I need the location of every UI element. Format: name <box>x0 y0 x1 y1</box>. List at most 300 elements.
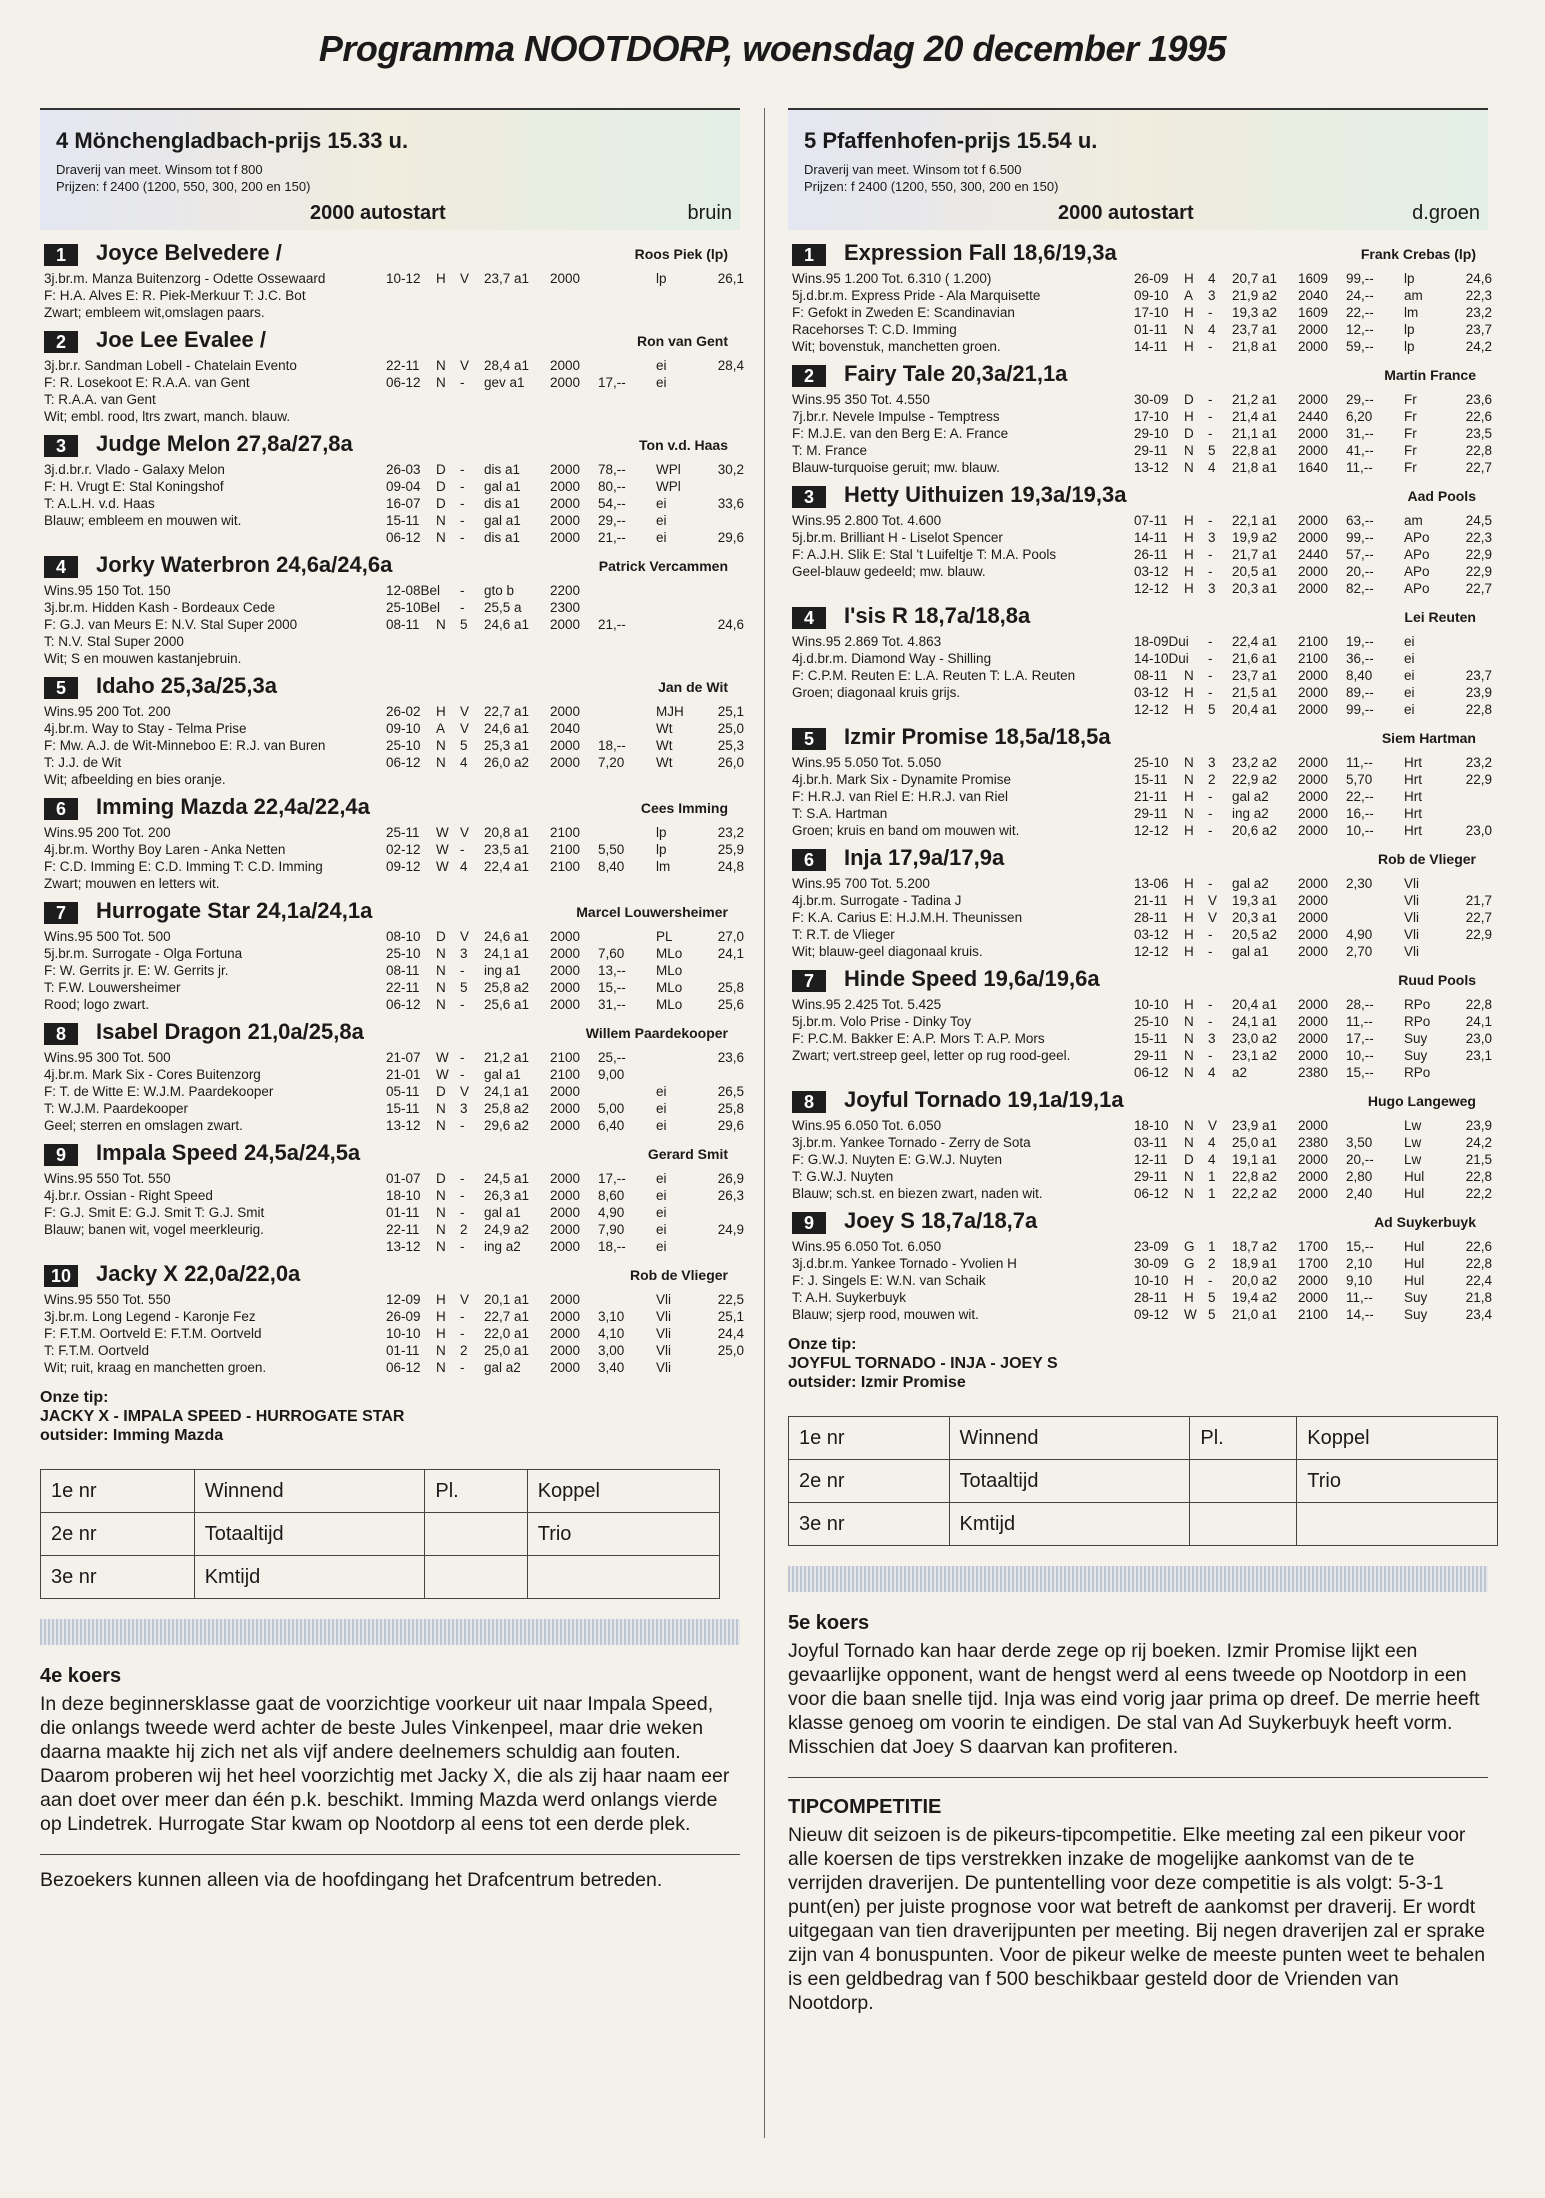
horse-entry <box>788 966 1492 1081</box>
record-row <box>788 754 1492 771</box>
record-cell-st: - <box>460 583 465 598</box>
record-cell-st: - <box>1208 1273 1213 1288</box>
record-cell-d: 07-11 <box>1134 513 1168 528</box>
record-cell-ko: 26,3 <box>717 1188 744 1203</box>
record-cell-rm: lp <box>656 271 667 286</box>
horse-entry <box>40 552 744 667</box>
driver-name: Jan de Wit <box>658 679 728 695</box>
record-cell-tr: N <box>1184 443 1194 458</box>
record-cell-pr: 57,-- <box>1346 547 1374 562</box>
record-cell-rm: Vli <box>656 1292 672 1307</box>
record-row <box>40 1170 744 1187</box>
record-row <box>788 1134 1492 1151</box>
record-cell-di: 2000 <box>1298 1014 1329 1029</box>
record-cell-l: Rood; logo zwart. <box>44 997 150 1012</box>
record-cell-l: T: R.T. de Vlieger <box>792 927 895 942</box>
record-cell-tr: H <box>436 704 446 719</box>
record-cell-di: 2000 <box>1298 772 1329 787</box>
horse-header <box>40 327 740 357</box>
record-cell-ko: 29,6 <box>717 530 744 545</box>
form-cell[interactable]: 3e nr <box>41 1556 195 1599</box>
record-cell-pr: 17,-- <box>1346 1031 1374 1046</box>
horse-name: Izmir Promise 18,5a/18,5a <box>844 724 1111 749</box>
record-cell-l: T: F.W. Louwersheimer <box>44 980 181 995</box>
record-cell-st: - <box>1208 1014 1213 1029</box>
right-column <box>788 108 1492 2015</box>
record-row <box>40 582 740 599</box>
record-row <box>40 754 744 771</box>
record-cell-di: 2000 <box>550 1205 581 1220</box>
record-cell-tm: 25,8 a2 <box>484 1101 530 1116</box>
record-cell-di: 2000 <box>1298 1048 1329 1063</box>
record-cell-st: - <box>460 1360 465 1375</box>
record-cell-rm: Lw <box>1404 1118 1422 1133</box>
record-cell-rm: ei <box>656 1222 667 1237</box>
record-cell-di: 2100 <box>550 1050 581 1065</box>
record-cell-l: Blauw; banen wit, vogel meerkleurig. <box>44 1222 264 1237</box>
record-cell-tm: 19,4 a2 <box>1232 1290 1278 1305</box>
record-cell-pr: 11,-- <box>1346 755 1373 770</box>
record-cell-l: Blauw; embleem en mouwen wit. <box>44 513 242 528</box>
horse-header <box>788 361 1488 391</box>
record-cell-l: 3j.d.br.r. Vlado - Galaxy Melon <box>44 462 225 477</box>
record-cell-tm: 21,7 a1 <box>1232 547 1278 562</box>
record-row <box>40 304 740 321</box>
record-cell-di: 2000 <box>550 1118 581 1133</box>
bet-form <box>788 1416 1498 1546</box>
record-cell-pr: 2,40 <box>1346 1186 1373 1201</box>
record-cell-ko: 25,9 <box>717 842 744 857</box>
record-cell-l: F: H.A. Alves E: R. Piek-Merkuur T: J.C. Bot <box>44 288 306 303</box>
record-cell-di: 2040 <box>1298 288 1329 303</box>
driver-name: Hugo Langeweg <box>1367 1093 1476 1109</box>
record-row <box>40 720 744 737</box>
record-cell-ko: 22,8 <box>1465 702 1492 717</box>
koers-heading: 5e koers <box>788 1612 870 1634</box>
record-cell-tm: gal a1 <box>484 513 521 528</box>
record-cell-d: 09-10 <box>1134 288 1169 303</box>
record-cell-tm: 22,1 a1 <box>1232 513 1278 528</box>
record-cell-pr: 3,10 <box>598 1309 625 1324</box>
driver-name: Ad Suykerbuyk <box>1374 1214 1476 1230</box>
record-row <box>40 1204 740 1221</box>
record-cell-d: 15-11 <box>1134 772 1168 787</box>
tip-label: Onze tip: <box>40 1389 109 1406</box>
record-row <box>40 737 744 754</box>
horse-header <box>40 1019 740 1049</box>
horse-entry <box>788 361 1492 476</box>
horse-entry <box>40 327 744 425</box>
record-cell-tr: N <box>436 513 446 528</box>
record-cell-tm: 23,7 a1 <box>1232 668 1278 683</box>
record-cell-l: T: M. France <box>792 443 868 458</box>
start-number: 3 <box>792 486 826 508</box>
record-cell-rm: Fr <box>1404 443 1417 458</box>
horse-name: Judge Melon 27,8a/27,8a <box>96 431 353 456</box>
record-cell-tm: 20,6 a2 <box>1232 823 1278 838</box>
form-cell[interactable]: 1e nr <box>41 1470 195 1513</box>
record-cell-d: 12-12 <box>1134 823 1169 838</box>
record-cell-st: V <box>460 358 470 373</box>
record-cell-tm: 23,0 a2 <box>1232 1031 1278 1046</box>
record-cell-di: 2100 <box>1298 634 1329 649</box>
record-cell-d: 29-11 <box>1134 443 1168 458</box>
record-cell-pr: 5,00 <box>598 1101 625 1116</box>
driver-name: Rob de Vlieger <box>1377 851 1476 867</box>
record-cell-ko: 22,9 <box>1465 547 1492 562</box>
record-cell-tm: 21,6 a1 <box>1232 651 1278 666</box>
horse-header <box>40 898 740 928</box>
record-cell-st: 5 <box>460 980 468 995</box>
record-cell-d: 21-07 <box>386 1050 421 1065</box>
record-cell-ko: 22,9 <box>1465 927 1492 942</box>
record-cell-l: Geel; sterren en omslagen zwart. <box>44 1118 243 1133</box>
record-cell-tm: 25,0 a1 <box>1232 1135 1278 1150</box>
record-cell-l: Wins.95 200 Tot. 200 <box>44 704 171 719</box>
record-cell-l: Zwart; mouwen en letters wit. <box>44 876 220 891</box>
horse-record-rows <box>788 996 1492 1081</box>
record-cell-ko: 23,0 <box>1465 823 1492 838</box>
record-cell-rm: APo <box>1404 547 1430 562</box>
record-cell-d: 13-12 <box>386 1239 421 1254</box>
record-cell-rm: Wt <box>656 738 673 753</box>
record-cell-l: F: Gefokt in Zweden E: Scandinavian <box>792 305 1015 320</box>
record-cell-rm: Suy <box>1404 1031 1428 1046</box>
record-row <box>40 408 740 425</box>
record-cell-di: 2000 <box>1298 997 1329 1012</box>
horse-entry <box>788 1087 1492 1202</box>
record-cell-pr: 6,40 <box>598 1118 625 1133</box>
record-cell-ko: 22,5 <box>717 1292 744 1307</box>
form-cell[interactable]: Trio <box>1297 1460 1498 1503</box>
record-cell-tm: 20,4 a1 <box>1232 702 1278 717</box>
record-cell-pr: 6,20 <box>1346 409 1373 424</box>
record-cell-di: 1700 <box>1298 1256 1329 1271</box>
record-cell-tm: 20,7 a1 <box>1232 271 1278 286</box>
record-cell-d: 26-11 <box>1134 547 1168 562</box>
record-cell-pr: 18,-- <box>598 1239 626 1254</box>
record-cell-di: 2100 <box>550 842 581 857</box>
record-cell-l: 3j.br.m. Manza Buitenzorg - Odette Ossewaard <box>44 271 326 286</box>
record-cell-l: 4j.br.m. Mark Six - Cores Buitenzorg <box>44 1067 261 1082</box>
record-cell-di: 2000 <box>550 980 581 995</box>
form-cell[interactable]: Koppel <box>1297 1417 1498 1460</box>
record-row <box>788 1151 1492 1168</box>
record-cell-tr: N <box>1184 460 1194 475</box>
horse-header <box>788 603 1488 633</box>
record-row <box>788 822 1492 839</box>
horse-record-rows <box>40 1170 744 1255</box>
record-cell-l: Wins.95 2.425 Tot. 5.425 <box>792 997 942 1012</box>
record-cell-ko: 22,7 <box>1465 910 1492 925</box>
record-cell-st: - <box>460 1326 465 1341</box>
record-cell-d: 17-10 <box>1134 305 1169 320</box>
record-cell-tr: D <box>1184 392 1194 407</box>
horse-name: Fairy Tale 20,3a/21,1a <box>844 361 1068 386</box>
tip-picks: JOYFUL TORNADO - INJA - JOEY S <box>788 1355 1058 1372</box>
koers-text: Joyful Tornado kan haar derde zege op rij boeken. Izmir Promise lijkt een gevaarlijke opponent, want de hengst werd al eens tweede op Nootdorp in een voor die baan snelle tijd. Inja was eind vorig jaar prima op dreef. De merrie heeft klasse genoeg om voorin te eindigen. De stal van Ad Suykerbuyk heeft vorm. Misschien dat Joey S daarvan kan profiteren. <box>788 1640 1480 1758</box>
record-cell-tr: N <box>436 530 446 545</box>
divider <box>40 1854 740 1855</box>
record-cell-pr: 10,-- <box>1346 823 1374 838</box>
record-cell-st: 3 <box>1208 530 1216 545</box>
record-cell-rm: ei <box>656 1205 667 1220</box>
horse-name: Impala Speed 24,5a/24,5a <box>96 1140 361 1165</box>
record-cell-rm: Vli <box>1404 893 1420 908</box>
record-cell-tm: 23,1 a2 <box>1232 1048 1278 1063</box>
record-row <box>788 512 1492 529</box>
form-cell[interactable] <box>1190 1503 1297 1546</box>
record-cell-l: 4j.br.h. Mark Six - Dynamite Promise <box>792 772 1012 787</box>
record-cell-d: 01-11 <box>386 1205 420 1220</box>
record-row <box>788 321 1492 338</box>
record-cell-pr: 3,00 <box>598 1343 625 1358</box>
form-cell[interactable]: 2e nr <box>789 1460 950 1503</box>
race-conditions: Draverij van meet. Winsom tot f 6.500 <box>804 162 1022 177</box>
record-cell-tr: N <box>1184 1169 1194 1184</box>
record-cell-st: V <box>1208 1118 1218 1133</box>
record-cell-tr: N <box>436 1118 446 1133</box>
record-cell-tr: A <box>436 721 446 736</box>
record-cell-l: T: F.T.M. Oortveld <box>44 1343 150 1358</box>
start-number: 2 <box>792 365 826 387</box>
record-cell-ko: 22,8 <box>1465 443 1492 458</box>
record-cell-d: 13-06 <box>1134 876 1169 891</box>
form-cell[interactable] <box>527 1556 719 1599</box>
record-cell-l: Blauw; sjerp rood, mouwen wit. <box>792 1307 979 1322</box>
record-cell-tr: N <box>436 1239 446 1254</box>
record-cell-pr: 13,-- <box>598 963 626 978</box>
record-cell-rm: ei <box>656 375 667 390</box>
record-cell-tm: 25,3 a1 <box>484 738 530 753</box>
horse-name: Joe Lee Evalee / <box>96 327 266 352</box>
record-row <box>40 1238 740 1255</box>
record-cell-ko: 33,6 <box>717 496 744 511</box>
record-cell-tm: 25,0 a1 <box>484 1343 530 1358</box>
record-cell-di: 1609 <box>1298 271 1329 286</box>
record-cell-l: Wins.95 6.050 Tot. 6.050 <box>792 1239 942 1254</box>
record-cell-st: - <box>1208 823 1213 838</box>
record-cell-pr: 4,90 <box>1346 927 1373 942</box>
record-cell-d: 15-11 <box>386 513 420 528</box>
record-cell-ko: 22,7 <box>1465 581 1492 596</box>
start-number: 7 <box>44 902 78 924</box>
record-cell-l: 5j.d.br.m. Express Pride - Ala Marquisette <box>792 288 1041 303</box>
record-cell-tr: H <box>1184 547 1194 562</box>
record-cell-l: F: H. Vrugt E: Stal Koningshof <box>44 479 224 494</box>
record-row <box>40 1117 744 1134</box>
form-cell[interactable] <box>425 1556 527 1599</box>
record-cell-l: Blauw-turquoise geruit; mw. blauw. <box>792 460 1000 475</box>
record-row <box>40 1187 744 1204</box>
record-cell-l: F: C.D. Imming E: C.D. Imming T: C.D. Imming <box>44 859 323 874</box>
record-cell-ko: 24,8 <box>717 859 744 874</box>
record-cell-tm: 21,8 a1 <box>1232 460 1278 475</box>
record-cell-rm: RPo <box>1404 1014 1431 1029</box>
record-cell-tm: 25,8 a2 <box>484 980 530 995</box>
record-cell-rm: lp <box>1404 339 1415 354</box>
race-title: 5 Pfaffenhofen-prijs 15.54 u. <box>804 128 1098 153</box>
record-cell-ko: 24,2 <box>1465 339 1492 354</box>
tip-block <box>788 1335 1488 1392</box>
record-cell-tr: H <box>1184 702 1194 717</box>
record-cell-di: 2100 <box>550 825 581 840</box>
record-cell-pr: 78,-- <box>598 462 626 477</box>
record-cell-rm: Hrt <box>1404 823 1422 838</box>
record-cell-d: 06-12 <box>386 997 421 1012</box>
form-cell[interactable]: Kmtijd <box>194 1556 425 1599</box>
record-row <box>788 996 1492 1013</box>
record-row <box>788 771 1492 788</box>
record-cell-di: 2000 <box>1298 1273 1329 1288</box>
record-cell-pr: 8,40 <box>598 859 625 874</box>
record-cell-rm: Vli <box>1404 910 1420 925</box>
record-cell-ko: 25,0 <box>717 721 744 736</box>
record-cell-l: F: W. Gerrits jr. E: W. Gerrits jr. <box>44 963 229 978</box>
form-cell[interactable]: Winnend <box>949 1417 1190 1460</box>
form-cell[interactable]: Totaaltijd <box>949 1460 1190 1503</box>
record-cell-ko: 23,7 <box>1465 322 1492 337</box>
record-cell-l: Wit; afbeelding en bies oranje. <box>44 772 226 787</box>
record-cell-tr: N <box>436 1188 446 1203</box>
form-cell[interactable]: 3e nr <box>789 1503 950 1546</box>
record-cell-l: F: C.P.M. Reuten E: L.A. Reuten T: L.A. Reuten <box>792 668 1076 683</box>
horse-header <box>788 482 1488 512</box>
record-cell-rm: APo <box>1404 581 1430 596</box>
horse-record-rows <box>40 461 744 546</box>
form-cell[interactable]: Pl. <box>425 1470 527 1513</box>
record-cell-tm: 20,4 a1 <box>1232 997 1278 1012</box>
record-cell-tr: N <box>436 738 446 753</box>
record-cell-rm: Hul <box>1404 1186 1425 1201</box>
horse-name: Hinde Speed 19,6a/19,6a <box>844 966 1100 991</box>
record-cell-st: - <box>1208 927 1213 942</box>
start-number: 1 <box>44 244 78 266</box>
record-cell-pr: 19,-- <box>1346 634 1374 649</box>
record-cell-ko: 23,4 <box>1465 1307 1492 1322</box>
form-cell[interactable]: 1e nr <box>789 1417 950 1460</box>
record-row <box>788 546 1492 563</box>
record-row <box>788 425 1492 442</box>
horse-entry <box>788 724 1492 839</box>
record-cell-l: F: R. Losekoot E: R.A.A. van Gent <box>44 375 250 390</box>
record-cell-ko: 24,4 <box>717 1326 744 1341</box>
record-cell-ko: 23,6 <box>1465 392 1492 407</box>
horse-entry <box>40 1019 744 1134</box>
horse-record-rows <box>788 512 1492 597</box>
record-cell-d: 26-09 <box>1134 271 1169 286</box>
record-row <box>40 374 740 391</box>
record-cell-rm: lm <box>656 859 671 874</box>
record-cell-d: 14-11 <box>1134 530 1168 545</box>
record-cell-pr: 10,-- <box>1346 1048 1374 1063</box>
horse-entry <box>788 1208 1492 1323</box>
record-cell-tm: 26,3 a1 <box>484 1188 530 1203</box>
form-cell[interactable]: Totaaltijd <box>194 1513 425 1556</box>
form-cell[interactable]: 2e nr <box>41 1513 195 1556</box>
record-cell-tm: 20,3 a1 <box>1232 581 1278 596</box>
record-cell-d: 15-11 <box>1134 1031 1168 1046</box>
record-cell-ko: 25,1 <box>717 704 744 719</box>
form-cell[interactable]: Trio <box>527 1513 719 1556</box>
record-cell-pr: 20,-- <box>1346 1152 1374 1167</box>
record-cell-pr: 31,-- <box>598 997 626 1012</box>
record-cell-d: 14-11 <box>1134 339 1168 354</box>
record-cell-d: 22-11 <box>386 358 420 373</box>
record-cell-d: 29-11 <box>1134 1048 1168 1063</box>
record-cell-l: 7j.br.r. Nevele Impulse - Temptress <box>792 409 1000 424</box>
record-cell-pr: 3,40 <box>598 1360 625 1375</box>
record-cell-tr: H <box>436 1292 446 1307</box>
record-row <box>40 1221 744 1238</box>
record-cell-tr: H <box>436 1309 446 1324</box>
record-cell-l: Wins.95 300 Tot. 500 <box>44 1050 171 1065</box>
record-row <box>40 357 744 374</box>
form-cell[interactable] <box>1190 1460 1297 1503</box>
record-cell-tr: N <box>436 980 446 995</box>
form-cell[interactable]: Pl. <box>1190 1417 1297 1460</box>
record-cell-di: 2000 <box>1298 702 1329 717</box>
tip-outsider: outsider: Izmir Promise <box>788 1374 966 1391</box>
record-cell-tm: 21,8 a1 <box>1232 339 1278 354</box>
driver-name: Aad Pools <box>1407 488 1476 504</box>
record-cell-tr: H <box>1184 581 1194 596</box>
form-cell[interactable]: Winnend <box>194 1470 425 1513</box>
record-cell-st: 3 <box>1208 581 1216 596</box>
record-row <box>40 512 740 529</box>
record-row <box>788 1272 1492 1289</box>
record-row <box>788 1238 1492 1255</box>
record-cell-rm: Hul <box>1404 1256 1425 1271</box>
record-cell-rm: ei <box>656 513 667 528</box>
record-cell-l: 5j.br.m. Surrogate - Olga Fortuna <box>44 946 243 961</box>
record-row <box>40 1325 744 1342</box>
record-cell-di: 2000 <box>550 738 581 753</box>
record-cell-tm: 20,5 a1 <box>1232 564 1278 579</box>
record-cell-pr: 2,70 <box>1346 944 1373 959</box>
form-cell[interactable] <box>1297 1503 1498 1546</box>
record-row <box>788 287 1492 304</box>
record-cell-pr: 11,-- <box>1346 1290 1373 1305</box>
record-cell-tm: 29,6 a2 <box>484 1118 530 1133</box>
record-cell-rm: lp <box>656 842 667 857</box>
record-cell-rm: Vli <box>656 1343 672 1358</box>
record-cell-ko: 23,9 <box>1465 685 1492 700</box>
record-cell-tr: H <box>1184 876 1194 891</box>
horse-entry <box>40 1261 744 1376</box>
horse-record-rows <box>40 1049 744 1134</box>
record-cell-st: 3 <box>1208 755 1216 770</box>
record-cell-tr: H <box>1184 789 1194 804</box>
record-cell-d: 25-10 <box>386 738 421 753</box>
record-cell-tm: 26,0 a2 <box>484 755 530 770</box>
record-cell-st: - <box>1208 339 1213 354</box>
record-cell-st: - <box>1208 789 1213 804</box>
record-cell-ko: 23,1 <box>1465 1048 1492 1063</box>
tip-outsider: outsider: Imming Mazda <box>40 1427 224 1444</box>
start-number: 1 <box>792 244 826 266</box>
record-cell-di: 2000 <box>1298 944 1329 959</box>
form-cell[interactable] <box>425 1513 527 1556</box>
form-cell[interactable]: Kmtijd <box>949 1503 1190 1546</box>
record-cell-di: 2000 <box>550 1326 581 1341</box>
horse-name: Inja 17,9a/17,9a <box>844 845 1005 870</box>
record-cell-tm: gal a1 <box>1232 944 1269 959</box>
form-cell[interactable]: Koppel <box>527 1470 719 1513</box>
record-cell-tm: 20,5 a2 <box>1232 927 1278 942</box>
record-cell-tm: 22,8 a1 <box>1232 443 1278 458</box>
record-cell-d: 03-12 <box>1134 927 1169 942</box>
